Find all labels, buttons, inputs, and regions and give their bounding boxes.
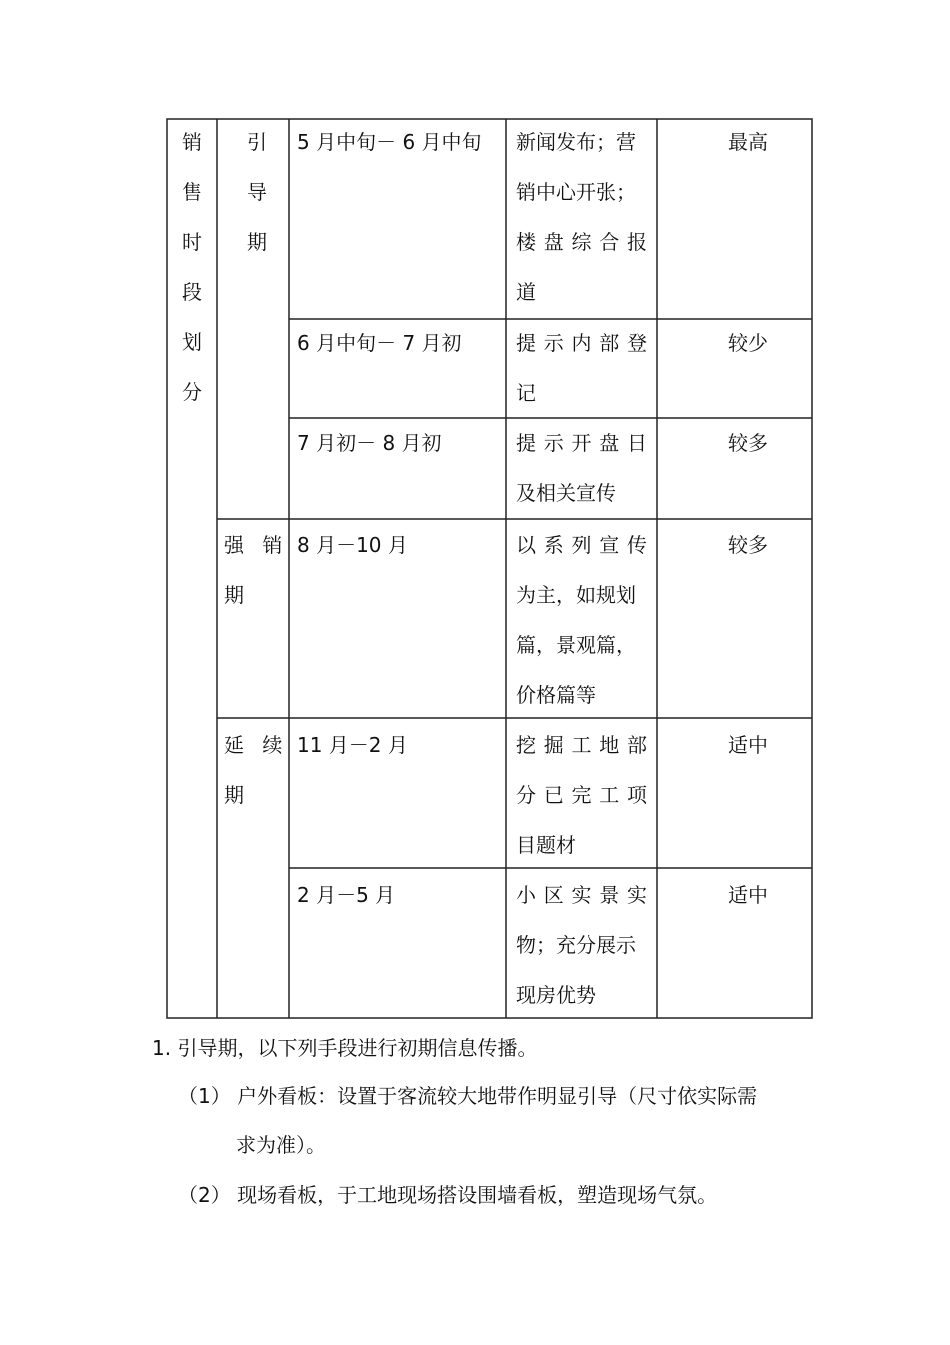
row-time: 5 月中旬－ 6 月中旬: [297, 130, 482, 154]
category-char: 销: [182, 130, 202, 154]
row-level: 最高: [728, 130, 768, 154]
category-char: 售: [182, 180, 202, 204]
category-char: 划: [182, 330, 202, 354]
sub-item-1-line1: （1） 户外看板：设置于客流较大地带作明显引导（尺寸依实际需: [178, 1084, 758, 1108]
list-item-1: 1. 引导期，以下列手段进行初期信息传播。: [152, 1036, 538, 1060]
category-char: 时: [182, 230, 202, 254]
phase-char: 期: [247, 230, 267, 254]
phase-extend: [224, 720, 282, 820]
phase-line: 期: [224, 583, 244, 607]
sub-item-2: （2） 现场看板，于工地现场搭设围墙看板，塑造现场气氛。: [178, 1183, 718, 1207]
phase-line: 延 续: [224, 733, 283, 757]
row-level: 适中: [728, 883, 768, 907]
row-media: 提 示 内 部 登 记: [516, 331, 647, 405]
row-level: 较少: [728, 331, 768, 355]
row-time: 7 月初－ 8 月初: [297, 431, 442, 455]
row-media: 小 区 实 景 实 物；充分展示 现房优势: [516, 883, 647, 1007]
row-time: 6 月中旬－ 7 月初: [297, 331, 462, 355]
sub-item-1-line2: 求为准）。: [236, 1133, 326, 1157]
category-char: 分: [182, 380, 202, 404]
row-time: 11 月－2 月: [297, 733, 408, 757]
row-time: 2 月－5 月: [297, 883, 396, 907]
phase-char: 引: [247, 130, 267, 154]
row-level: 较多: [728, 533, 768, 557]
phase-intro: [217, 117, 297, 267]
row-level: 较多: [728, 431, 768, 455]
row-time: 8 月－10 月: [297, 533, 408, 557]
row-media: 挖 掘 工 地 部 分 已 完 工 项 目题材: [516, 733, 647, 857]
row-media: 以 系 列 宣 传 为主，如规划 篇，景观篇， 价格篇等: [516, 533, 647, 707]
phase-line: 期: [224, 783, 244, 807]
phase-peak: [224, 520, 282, 620]
phase-char: 导: [247, 180, 267, 204]
phase-line: 强 销: [224, 533, 283, 557]
row-media: 新闻发布；营 销中心开张； 楼 盘 综 合 报 道: [516, 130, 647, 304]
category-char: 段: [182, 280, 202, 304]
row-level: 适中: [728, 733, 768, 757]
category-label: [167, 117, 217, 417]
row-media: 提 示 开 盘 日 及相关宣传: [516, 431, 647, 505]
